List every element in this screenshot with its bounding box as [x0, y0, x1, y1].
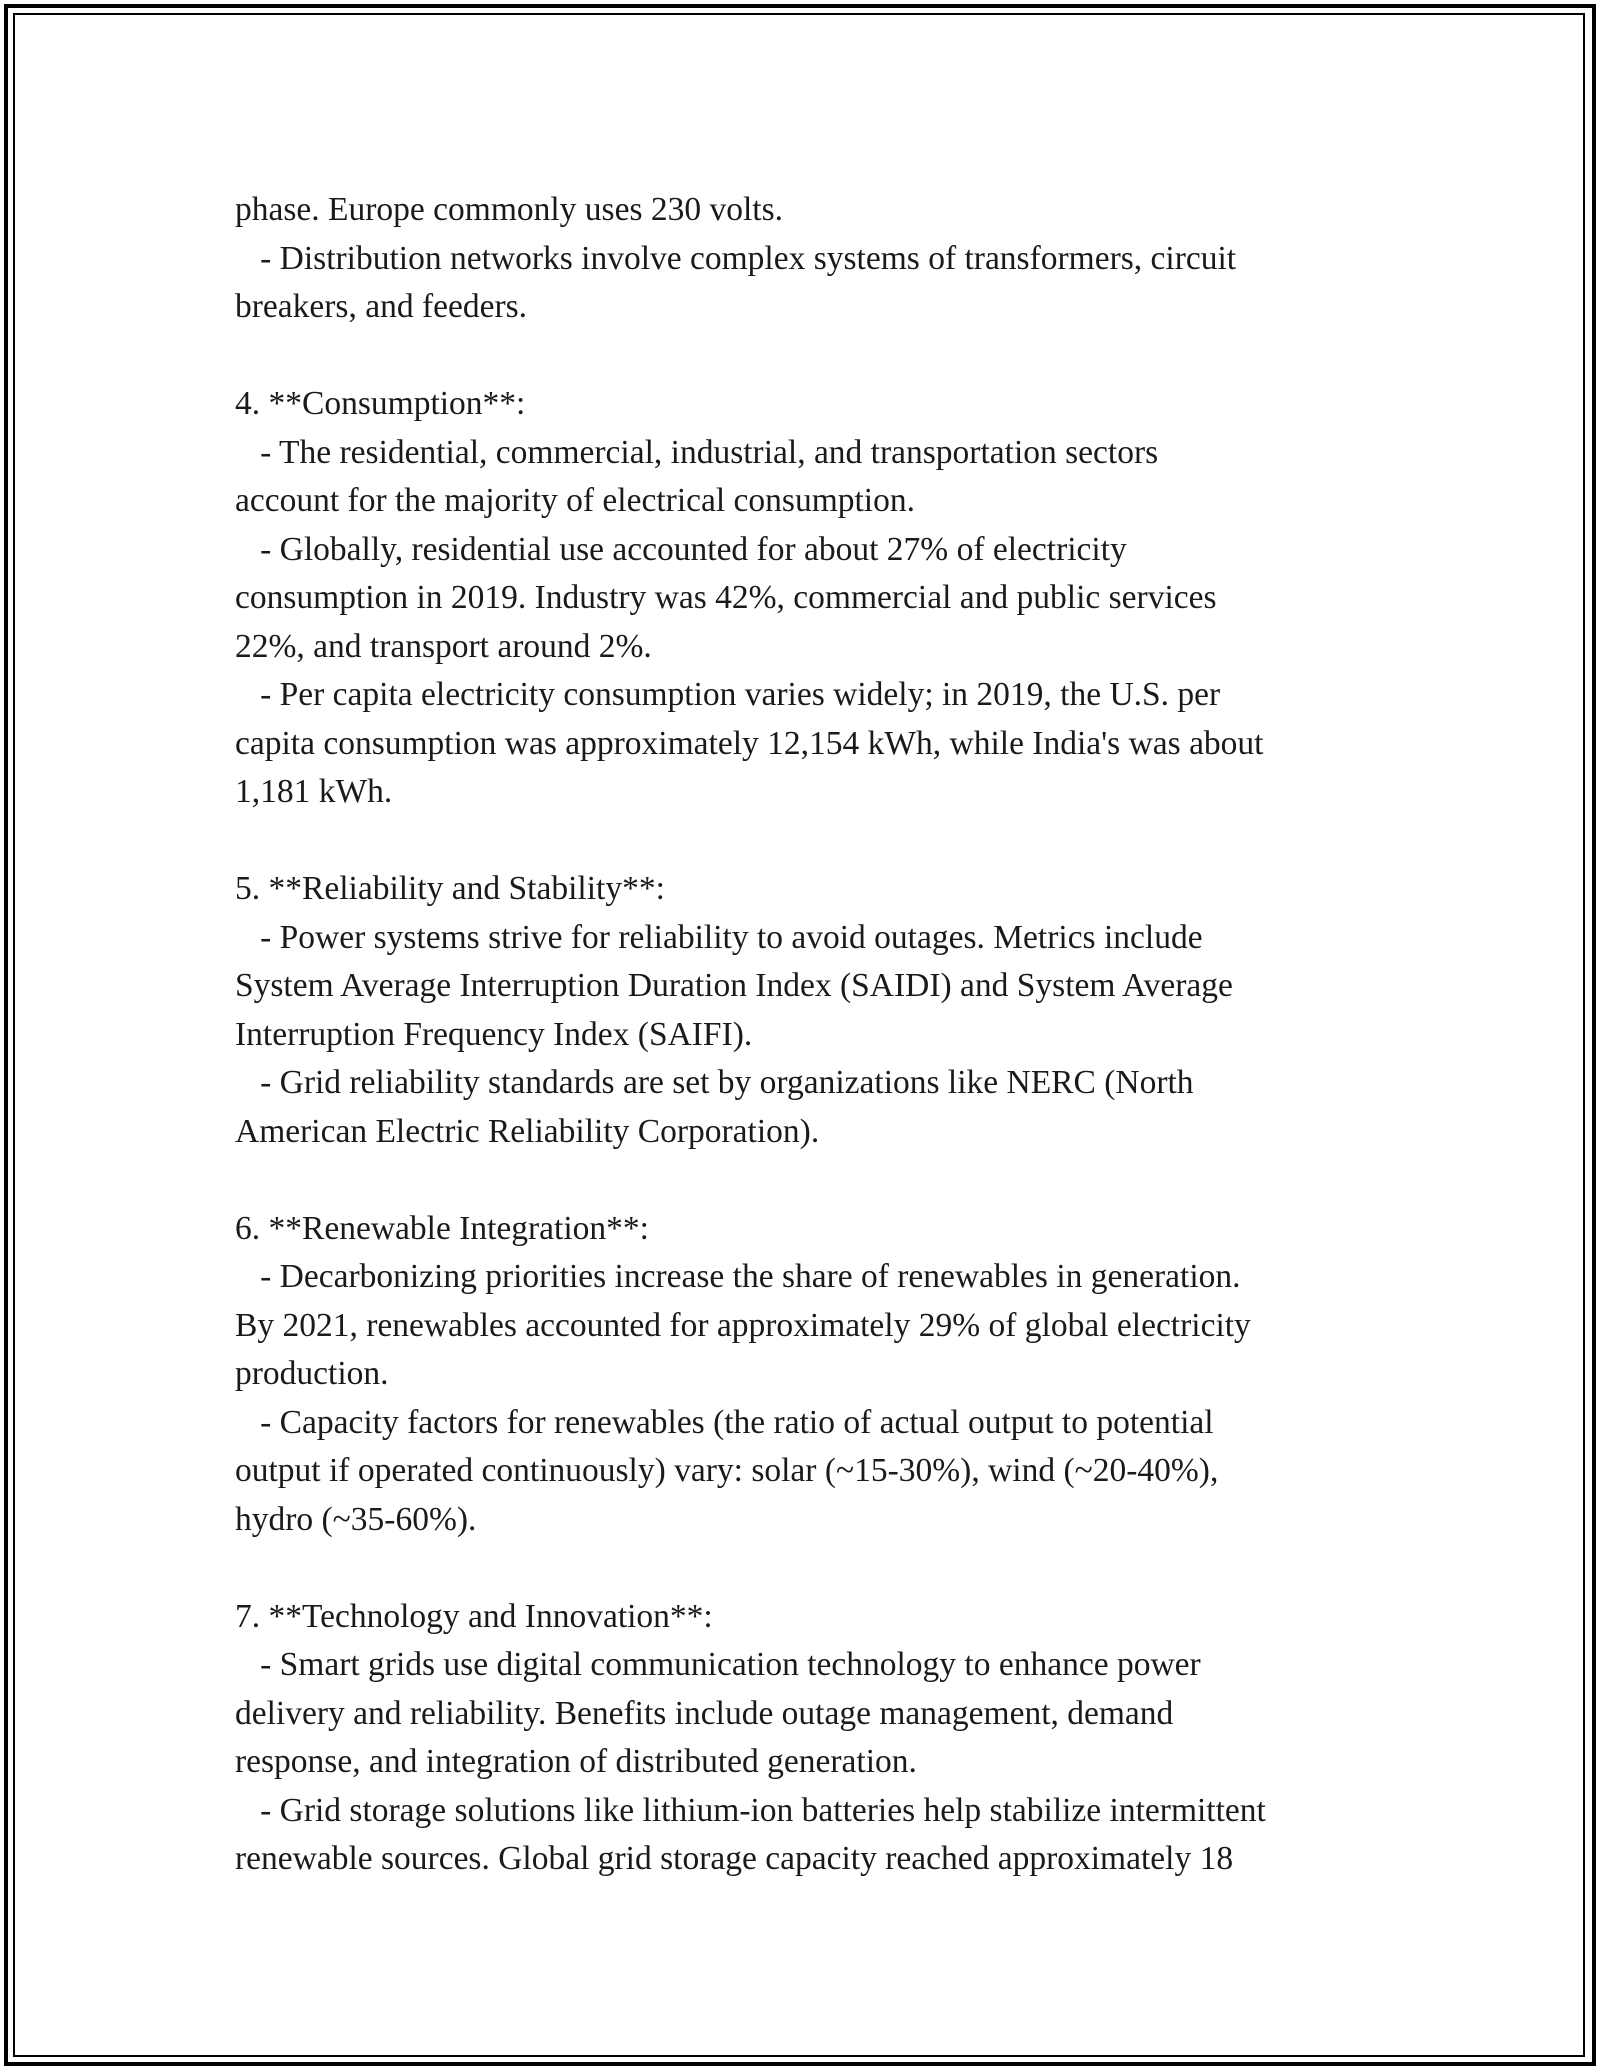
text-line: delivery and reliability. Benefits include outage management, demand [235, 1694, 1174, 1732]
blank-line [235, 1544, 1415, 1593]
text-line: 22%, and transport around 2%. [235, 627, 652, 665]
section-heading-renewable: 6. **Renewable Integration**: [235, 1209, 649, 1247]
section-heading-reliability: 5. **Reliability and Stability**: [235, 870, 665, 907]
text-line: response, and integration of distributed generation. [235, 1743, 917, 1780]
text-line: - Per capita electricity consumption varies widely; in 2019, the U.S. per [235, 676, 1221, 713]
text-line: - Capacity factors for renewables (the ratio of actual output to potential [235, 1403, 1214, 1441]
text-line: phase. Europe commonly uses 230 volts. [235, 191, 784, 228]
text-line: capita consumption was approximately 12,154 kWh, while India's was about [235, 724, 1264, 762]
text-line: 1,181 kWh. [235, 773, 393, 810]
text-line: production. [235, 1355, 389, 1392]
text-line: breakers, and feeders. [235, 288, 528, 325]
text-line: - The residential, commercial, industrial, and transportation sectors [235, 433, 1159, 471]
text-line: - Grid reliability standards are set by organizations like NERC (North [235, 1064, 1194, 1101]
blank-line [235, 817, 1415, 866]
text-line: - Distribution networks involve complex systems of transformers, circuit [235, 239, 1237, 277]
text-line: American Electric Reliability Corporation). [235, 1112, 820, 1150]
text-line: - Decarbonizing priorities increase the share of renewables in generation. [235, 1258, 1241, 1295]
blank-line [235, 332, 1415, 381]
text-line: consumption in 2019. Industry was 42%, commercial and public services [235, 579, 1217, 616]
blank-line [235, 1156, 1415, 1205]
text-line: output if operated continuously) vary: solar (~15-30%), wind (~20-40%), [235, 1452, 1219, 1489]
text-line: renewable sources. Global grid storage capacity reached approximately 18 [235, 1840, 1234, 1877]
section-heading-consumption: 4. **Consumption**: [235, 385, 526, 422]
text-line: - Smart grids use digital communication technology to enhance power [235, 1646, 1201, 1683]
section-heading-technology: 7. **Technology and Innovation**: [235, 1597, 713, 1635]
text-line: - Grid storage solutions like lithium-ion batteries help stabilize intermittent [235, 1791, 1266, 1829]
text-line: account for the majority of electrical consumption. [235, 482, 915, 519]
document-body [235, 186, 1415, 1884]
text-line: By 2021, renewables accounted for approximately 29% of global electricity [235, 1306, 1251, 1344]
text-line: hydro (~35-60%). [235, 1500, 477, 1538]
text-line: Interruption Frequency Index (SAIFI). [235, 1015, 753, 1053]
text-line: - Globally, residential use accounted for about 27% of electricity [235, 530, 1127, 568]
text-line: - Power systems strive for reliability to avoid outages. Metrics include [235, 918, 1203, 956]
text-line: System Average Interruption Duration Index (SAIDI) and System Average [235, 967, 1233, 1004]
